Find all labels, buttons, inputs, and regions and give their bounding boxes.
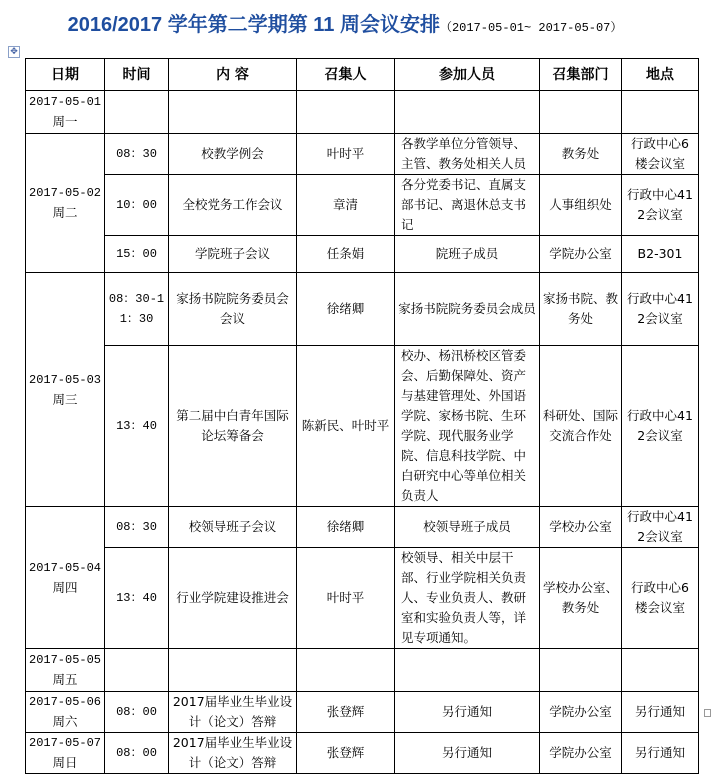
meeting-attendees (395, 649, 540, 692)
meeting-department: 教务处 (540, 134, 622, 175)
meeting-time: 08：30 (105, 134, 169, 175)
meeting-content (169, 91, 297, 134)
table-row (26, 236, 699, 273)
meeting-convener (297, 649, 395, 692)
meeting-convener: 徐绪卿 (297, 273, 395, 346)
meeting-department: 人事组织处 (540, 175, 622, 236)
date-text: 2017-05-02 (29, 186, 102, 200)
meeting-content: 校领导班子会议 (169, 507, 297, 548)
meeting-attendees: 院班子成员 (395, 236, 540, 273)
table-row (26, 346, 699, 507)
table-move-handle-icon[interactable]: ✥ (8, 46, 20, 58)
day-cell (26, 733, 105, 774)
date-text: 2017-05-06 (29, 695, 102, 709)
meeting-schedule-table (25, 58, 699, 774)
meeting-location: 行政中心412会议室 (622, 507, 699, 548)
weekday-text: 周六 (52, 714, 78, 729)
table-resize-handle[interactable] (704, 709, 711, 717)
meeting-time: 08：30-11：30 (105, 273, 169, 346)
table-row (26, 507, 699, 548)
date-text: 2017-05-01 (29, 95, 102, 109)
meeting-location: 行政中心412会议室 (622, 175, 699, 236)
meeting-attendees: 各教学单位分管领导、主管、教务处相关人员 (395, 134, 540, 175)
meeting-location: 行政中心412会议室 (622, 273, 699, 346)
meeting-convener: 张登辉 (297, 733, 395, 774)
table-row (26, 692, 699, 733)
weekday-text: 周三 (52, 391, 78, 407)
table-row (26, 548, 699, 649)
header-department: 召集部门 (540, 59, 622, 91)
meeting-department: 学院办公室 (540, 236, 622, 273)
meeting-attendees: 家扬书院院务委员会成员 (395, 273, 540, 346)
meeting-location: 另行通知 (622, 692, 699, 733)
meeting-content: 第二届中白青年国际论坛筹备会 (169, 346, 297, 507)
meeting-location: B2-301 (622, 236, 699, 273)
meeting-time: 13：40 (105, 548, 169, 649)
meeting-content: 学院班子会议 (169, 236, 297, 273)
meeting-attendees: 各分党委书记、直属支部书记、离退休总支书记 (395, 175, 540, 236)
meeting-content: 校教学例会 (169, 134, 297, 175)
date-text: 2017-05-04 (29, 560, 102, 575)
meeting-location: 行政中心6楼会议室 (622, 548, 699, 649)
meeting-attendees: 另行通知 (395, 692, 540, 733)
day-cell (26, 91, 105, 134)
meeting-time (105, 649, 169, 692)
title-date-range: （2017-05-01~ 2017-05-07） (439, 21, 623, 35)
day-cell (26, 507, 105, 649)
table-row (26, 175, 699, 236)
meeting-department: 学校办公室、教务处 (540, 548, 622, 649)
meeting-department: 学院办公室 (540, 692, 622, 733)
day-cell (26, 692, 105, 733)
meeting-content: 全校党务工作会议 (169, 175, 297, 236)
meeting-location (622, 91, 699, 134)
meeting-time (105, 91, 169, 134)
meeting-attendees (395, 91, 540, 134)
weekday-text: 周二 (52, 205, 78, 220)
header-row (26, 59, 699, 91)
table-row (26, 273, 699, 346)
meeting-attendees: 校领导班子成员 (395, 507, 540, 548)
meeting-content: 2017届毕业生毕业设计（论文）答辩 (169, 733, 297, 774)
meeting-department: 家扬书院、教务处 (540, 273, 622, 346)
meeting-department: 学校办公室 (540, 507, 622, 548)
meeting-convener: 叶时平 (297, 548, 395, 649)
meeting-attendees: 校办、杨汛桥校区管委会、后勤保障处、资产与基建管理处、外国语学院、家杨书院、生环学院、现代服务业学院、信息科技学院、中白研究中心等单位相关负责人 (395, 346, 540, 507)
table-row (26, 134, 699, 175)
meeting-content: 行业学院建设推进会 (169, 548, 297, 649)
day-cell (26, 649, 105, 692)
meeting-time: 08：00 (105, 692, 169, 733)
date-text: 2017-05-03 (29, 372, 102, 387)
day-cell (26, 134, 105, 273)
header-convener: 召集人 (297, 59, 395, 91)
table-row (26, 733, 699, 774)
meeting-time: 08：30 (105, 507, 169, 548)
title-main: 2016/2017 学年第二学期第 11 周会议安排 (67, 14, 440, 36)
meeting-convener: 任条娟 (297, 236, 395, 273)
meeting-convener: 徐绪卿 (297, 507, 395, 548)
meeting-content: 2017届毕业生毕业设计（论文）答辩 (169, 692, 297, 733)
document-title (0, 8, 690, 37)
meeting-time: 13：40 (105, 346, 169, 507)
meeting-convener: 叶时平 (297, 134, 395, 175)
weekday-text: 周四 (52, 579, 78, 595)
date-text: 2017-05-05 (29, 653, 102, 667)
meeting-location: 行政中心412会议室 (622, 346, 699, 507)
table-row (26, 91, 699, 134)
date-text: 2017-05-07 (29, 736, 102, 750)
meeting-attendees: 另行通知 (395, 733, 540, 774)
meeting-location: 行政中心6楼会议室 (622, 134, 699, 175)
weekday-text: 周一 (52, 114, 78, 129)
day-cell (26, 273, 105, 507)
meeting-department: 学院办公室 (540, 733, 622, 774)
meeting-department: 科研处、国际交流合作处 (540, 346, 622, 507)
meeting-convener: 陈新民、叶时平 (297, 346, 395, 507)
meeting-content (169, 649, 297, 692)
header-location: 地点 (622, 59, 699, 91)
header-content: 内 容 (169, 59, 297, 91)
header-date: 日期 (26, 59, 105, 91)
meeting-time: 10：00 (105, 175, 169, 236)
weekday-text: 周五 (52, 672, 78, 687)
table-row (26, 649, 699, 692)
meeting-time: 08：00 (105, 733, 169, 774)
meeting-convener (297, 91, 395, 134)
meeting-content: 家扬书院院务委员会会议 (169, 273, 297, 346)
meeting-attendees: 校领导、相关中层干部、行业学院相关负责人、专业负责人、教研室和实验负责人等，详见专项通知。 (395, 548, 540, 649)
meeting-location: 另行通知 (622, 733, 699, 774)
header-time: 时间 (105, 59, 169, 91)
meeting-department (540, 649, 622, 692)
meeting-convener: 章清 (297, 175, 395, 236)
meeting-time: 15：00 (105, 236, 169, 273)
meeting-location (622, 649, 699, 692)
weekday-text: 周日 (52, 755, 78, 770)
header-attendees: 参加人员 (395, 59, 540, 91)
meeting-convener: 张登辉 (297, 692, 395, 733)
meeting-department (540, 91, 622, 134)
